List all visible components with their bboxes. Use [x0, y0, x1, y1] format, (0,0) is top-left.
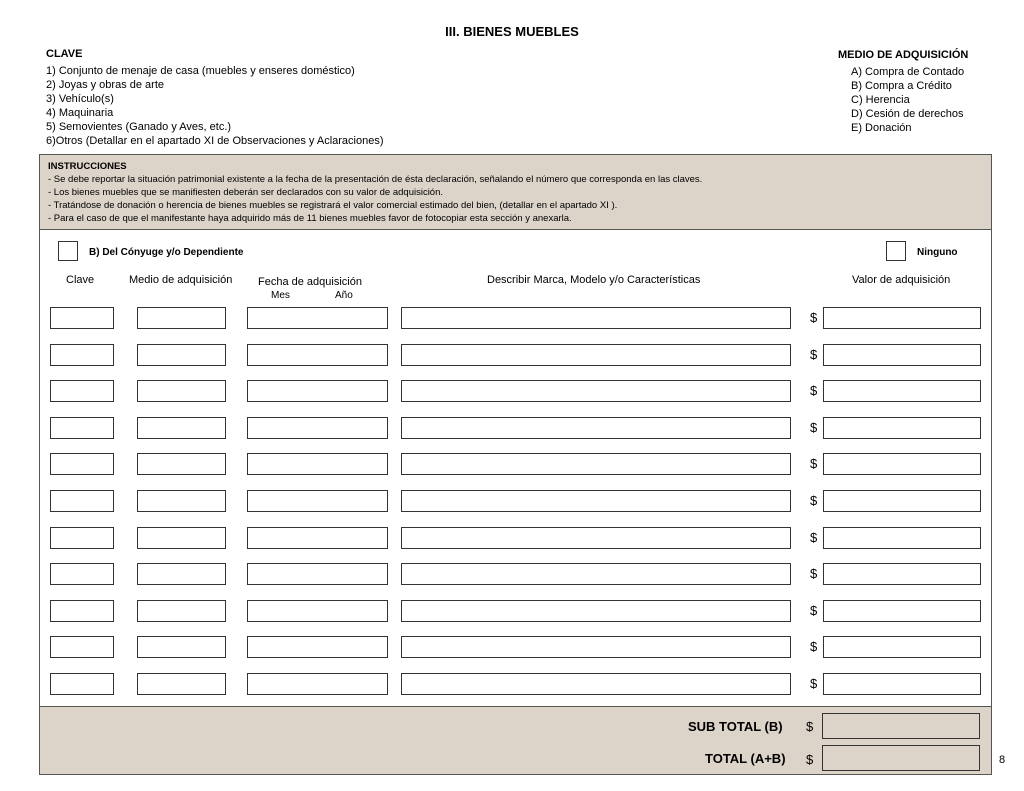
- ninguno-checkbox[interactable]: [886, 241, 906, 261]
- instruction-line: - Tratándose de donación o herencia de bienes muebles se registrará el valor comercial estimado del bien, (detallar en el apartado XI ).: [48, 200, 618, 211]
- col-header-medio: Medio de adquisición: [129, 274, 233, 286]
- fecha-input[interactable]: [247, 307, 388, 329]
- descripcion-input[interactable]: [401, 307, 791, 329]
- row-currency: $: [810, 456, 818, 472]
- col-header-fecha: Fecha de adquisición: [258, 276, 362, 288]
- row-currency: $: [810, 383, 818, 399]
- subtotal-label: SUB TOTAL (B): [688, 719, 783, 734]
- clave-heading: CLAVE: [46, 48, 83, 60]
- instructions-heading: INSTRUCCIONES: [48, 161, 127, 172]
- descripcion-input[interactable]: [401, 453, 791, 475]
- medio-input[interactable]: [137, 417, 226, 439]
- valor-input[interactable]: [823, 673, 981, 695]
- row-currency: $: [810, 346, 818, 362]
- clave-item: 6)Otros (Detallar en el apartado XI de Observaciones y Aclaraciones): [46, 135, 384, 147]
- total-currency: $: [806, 752, 814, 767]
- row-currency: $: [810, 639, 818, 655]
- fecha-input[interactable]: [247, 673, 388, 695]
- medio-input[interactable]: [137, 490, 226, 512]
- col-header-valor: Valor de adquisición: [852, 274, 951, 286]
- clave-item: 2) Joyas y obras de arte: [46, 79, 165, 91]
- medio-input[interactable]: [137, 380, 226, 402]
- conyuge-label: B) Del Cónyuge y/o Dependiente: [89, 247, 244, 258]
- row-currency: $: [810, 529, 818, 545]
- medio-heading: MEDIO DE ADQUISICIÓN: [838, 49, 969, 61]
- clave-input[interactable]: [50, 527, 114, 549]
- descripcion-input[interactable]: [401, 380, 791, 402]
- row-currency: $: [810, 566, 818, 582]
- col-header-descripcion: Describir Marca, Modelo y/o Características: [487, 274, 701, 286]
- instructions-panel: [40, 155, 991, 230]
- col-header-mes: Mes: [271, 290, 290, 301]
- descripcion-input[interactable]: [401, 417, 791, 439]
- descripcion-input[interactable]: [401, 490, 791, 512]
- clave-input[interactable]: [50, 600, 114, 622]
- valor-input[interactable]: [823, 380, 981, 402]
- clave-input[interactable]: [50, 417, 114, 439]
- clave-item: 4) Maquinaria: [46, 107, 114, 119]
- valor-input[interactable]: [823, 344, 981, 366]
- medio-input[interactable]: [137, 453, 226, 475]
- valor-input[interactable]: [823, 453, 981, 475]
- fecha-input[interactable]: [247, 344, 388, 366]
- medio-input[interactable]: [137, 673, 226, 695]
- valor-input[interactable]: [823, 417, 981, 439]
- row-currency: $: [810, 493, 818, 508]
- valor-input[interactable]: [823, 600, 981, 622]
- col-header-clave: Clave: [66, 274, 95, 286]
- total-field[interactable]: [822, 745, 980, 771]
- clave-item: 1) Conjunto de menaje de casa (muebles y enseres doméstico): [46, 65, 355, 77]
- ninguno-label: Ninguno: [917, 247, 958, 258]
- total-label: TOTAL (A+B): [705, 751, 786, 766]
- medio-input[interactable]: [137, 636, 226, 658]
- medio-item: C) Herencia: [851, 94, 910, 106]
- descripcion-input[interactable]: [401, 600, 791, 622]
- clave-item: 3) Vehículo(s): [46, 93, 114, 105]
- clave-legend: [46, 48, 384, 148]
- medio-input[interactable]: [137, 563, 226, 585]
- medio-item: E) Donación: [851, 122, 912, 134]
- medio-legend: [838, 49, 968, 135]
- fecha-input[interactable]: [247, 453, 388, 475]
- valor-input[interactable]: [823, 527, 981, 549]
- medio-input[interactable]: [137, 307, 226, 329]
- clave-input[interactable]: [50, 344, 114, 366]
- conyuge-checkbox[interactable]: [58, 241, 78, 261]
- section-title: III. BIENES MUEBLES: [445, 24, 579, 39]
- subtotal-field[interactable]: [822, 713, 980, 739]
- clave-input[interactable]: [50, 307, 114, 329]
- instruction-line: - Se debe reportar la situación patrimonial existente a la fecha de la presentación de ésta declaración, señalando el número que corresponda en las claves.: [48, 174, 703, 185]
- fecha-input[interactable]: [247, 636, 388, 658]
- clave-input[interactable]: [50, 636, 114, 658]
- valor-input[interactable]: [823, 307, 981, 329]
- row-currency: $: [810, 602, 818, 618]
- instruction-line: - Para el caso de que el manifestante haya adquirido más de 11 bienes muebles favor de fotocopiar esta sección y anexarla.: [48, 213, 572, 224]
- fecha-input[interactable]: [247, 380, 388, 402]
- medio-item: A) Compra de Contado: [851, 66, 965, 78]
- col-header-anio: Año: [335, 290, 353, 301]
- fecha-input[interactable]: [247, 527, 388, 549]
- clave-input[interactable]: [50, 380, 114, 402]
- descripcion-input[interactable]: [401, 527, 791, 549]
- fecha-input[interactable]: [247, 600, 388, 622]
- medio-input[interactable]: [137, 527, 226, 549]
- valor-input[interactable]: [823, 563, 981, 585]
- clave-input[interactable]: [50, 563, 114, 585]
- descripcion-input[interactable]: [401, 673, 791, 695]
- descripcion-input[interactable]: [401, 344, 791, 366]
- medio-input[interactable]: [137, 600, 226, 622]
- fecha-input[interactable]: [247, 563, 388, 585]
- row-currency: $: [810, 676, 818, 691]
- clave-item: 5) Semovientes (Ganado y Aves, etc.): [46, 121, 232, 133]
- clave-input[interactable]: [50, 490, 114, 512]
- page-number: 8: [999, 754, 1006, 766]
- descripcion-input[interactable]: [401, 636, 791, 658]
- medio-item: B) Compra a Crédito: [851, 80, 952, 92]
- clave-input[interactable]: [50, 673, 114, 695]
- valor-input[interactable]: [823, 636, 981, 658]
- fecha-input[interactable]: [247, 417, 388, 439]
- clave-input[interactable]: [50, 453, 114, 475]
- fecha-input[interactable]: [247, 490, 388, 512]
- instruction-line: - Los bienes muebles que se manifiesten deberán ser declarados con su valor de adquisición.: [48, 187, 444, 198]
- descripcion-input[interactable]: [401, 563, 791, 585]
- valor-input[interactable]: [823, 490, 981, 512]
- medio-input[interactable]: [137, 344, 226, 366]
- row-currency: $: [810, 419, 818, 435]
- row-currency: $: [810, 310, 818, 325]
- medio-item: D) Cesión de derechos: [851, 108, 964, 120]
- subtotal-currency: $: [806, 719, 814, 734]
